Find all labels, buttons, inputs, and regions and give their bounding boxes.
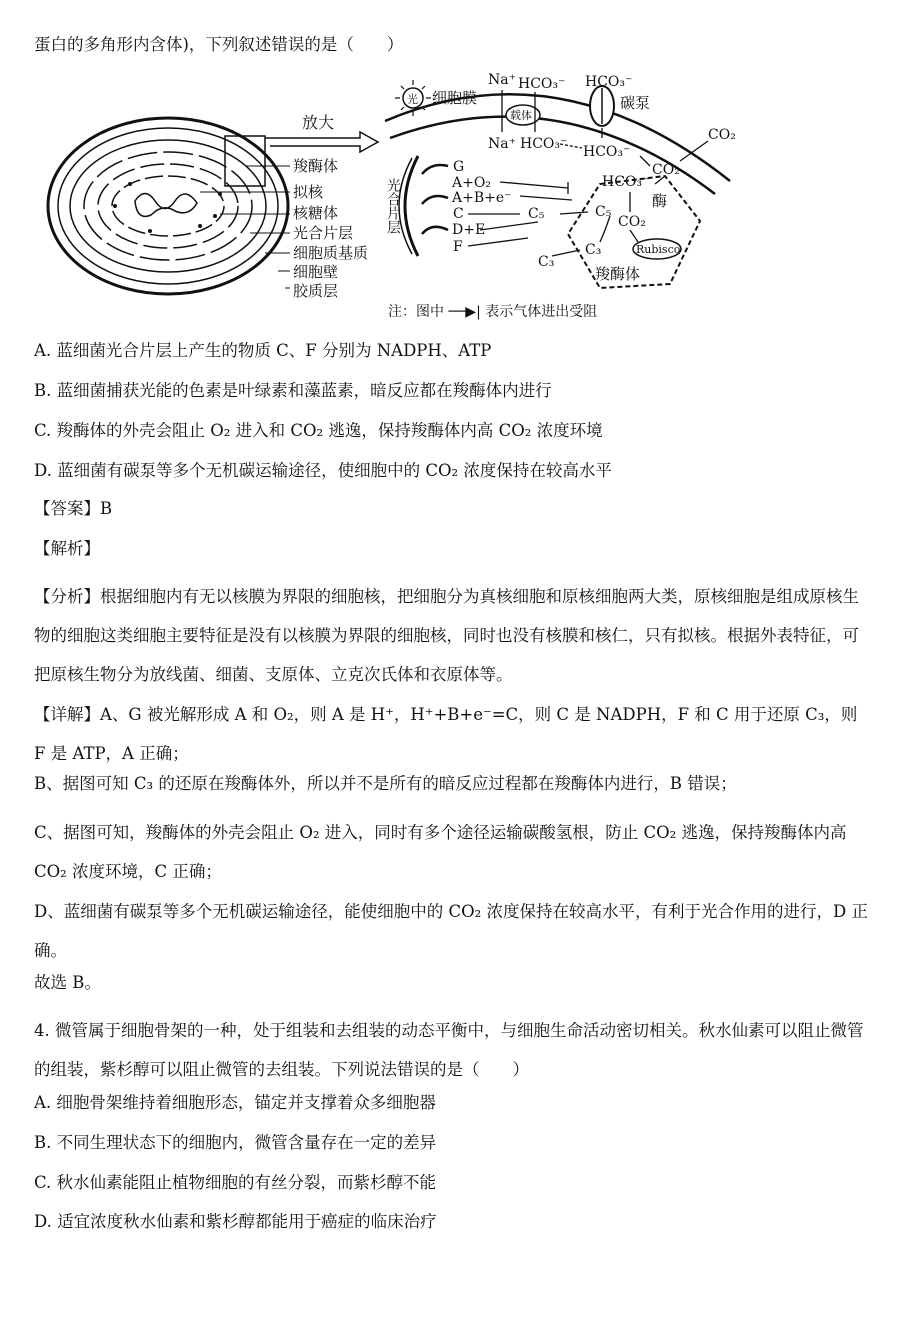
cell-membrane-inner [390,117,715,194]
q4-option-c: C. 秋水仙素能阻止植物细胞的有丝分裂，而紫杉醇不能 [34,1173,437,1192]
q4-stem: 4. 微管属于细胞骨架的一种，处于组装和去组装的动态平衡中，与细胞生命活动密切相关。秋水仙素可以阻止微管的组装，紫杉醇可以阻止微管的去组装。下列说法错误的是（ ） [34,1021,864,1079]
hco3-top2-label: HCO₃⁻ [585,74,633,90]
c3-inside-label: C₃ [585,242,602,258]
analysis-title: 【解析】 [34,539,100,558]
answer-line: 【答案】B [34,499,113,518]
conclusion: 故选 B。 [34,973,101,992]
question-stem-tail: 蛋白的多角形内含体)，下列叙述错误的是（ ） [34,35,404,54]
product-c: C [453,206,464,222]
co2-out-label: CO₂ [708,127,736,143]
detail-b: B、据图可知 C₃ 的还原在羧酶体外，所以并不是所有的暗反应过程都在羧酶体内进行，B 错误； [34,774,737,793]
product-a-b-e: A+B+e⁻ [452,190,512,206]
q4-option-d: D. 适宜浓度秋水仙素和紫杉醇都能用于癌症的临床治疗 [34,1212,437,1231]
na-bottom-label: Na⁺ [488,136,516,152]
label-glycocalyx: 胶质层 [293,282,339,300]
enlarge-arrow [265,132,378,152]
membrane-label: 细胞膜 [432,89,478,107]
cyanobacteria-diagram [40,66,740,324]
c5-outside-label: C₅ [528,206,545,222]
label-nucleoid: 拟核 [293,183,324,201]
enlarge-box [225,136,265,186]
label-cytoplasm: 细胞质基质 [293,244,369,262]
product-f: F [453,239,463,255]
thylakoid-membrane [405,156,418,256]
product-a-o2: A+O₂ [452,175,491,191]
detail-c: C、据图可知，羧酶体的外壳会阻止 O₂ 进入，同时有多个途径运输碳酸氢根，防止 CO₂ 逃逸，保持羧酶体内高 CO₂ 浓度环境，C 正确； [34,823,847,881]
enlarge-label: 放大 [302,113,335,132]
q3-option-b: B. 蓝细菌捕获光能的色素是叶绿素和藻蓝素，暗反应都在羧酶体内进行 [34,381,552,400]
product-d-e: D+E [452,222,486,238]
q3-option-d: D. 蓝细菌有碳泵等多个无机碳运输途径，使细胞中的 CO₂ 浓度保持在较高水平 [34,461,612,480]
rubisco-label: Rubisco [636,243,681,256]
detail-d: D、蓝细菌有碳泵等多个无机碳运输途径，能使细胞中的 CO₂ 浓度保持在较高水平，有利于光合作用的进行，D 正确。 [34,902,868,960]
hco3-in-label: HCO₃⁻ [583,144,631,160]
enzyme-label: 酶 [652,192,668,210]
carboxysome-label: 羧酶体 [595,265,641,283]
co2-carbox-label: CO₂ [618,214,646,230]
carrier-label: 载体 [510,109,532,122]
label-ribosome: 核糖体 [293,204,339,222]
c3-outside-label: C₃ [538,254,555,270]
thylakoid-label: 光合片层 [385,178,401,234]
na-top-label: Na⁺ [488,72,516,88]
product-g: G [453,159,465,175]
carbon-pump-label: 碳泵 [620,94,651,112]
analysis-paragraph: 【分析】根据细胞内有无以核膜为界限的细胞核，把细胞分为真核细胞和原核细胞两大类，原核细胞是组成原核生物的细胞这类细胞主要特征是没有以核膜为界限的细胞核，同时也没有核膜和核仁，只有拟核。根据外表特征，可把原核生物分为放线菌、细菌、支原体、立克次氏体和衣原体等。 [34,587,859,684]
hco3-top1-label: HCO₃⁻ [518,76,566,92]
c5-inside-label: C₅ [595,204,612,220]
detail-a: 【详解】A、G 被光解形成 A 和 O₂，则 A 是 H⁺，H⁺+B+e⁻=C，则 C 是 NADPH，F 和 C 用于还原 C₃，则 F 是 ATP，A 正确； [34,705,858,763]
label-carboxysome-left: 羧酶体 [293,157,339,175]
hco3-mid-label: HCO₃⁻ [520,136,568,152]
hco3-carbox-label: HCO₃⁻ [602,174,650,190]
q4-option-b: B. 不同生理状态下的细胞内，微管含量存在一定的差异 [34,1133,437,1152]
diagram-note: 注：图中 ──▶| 表示气体进出受阻 [388,304,598,320]
q4-option-a: A. 细胞骨架维持着细胞形态，锚定并支撑着众多细胞器 [34,1093,436,1112]
light-label: 光 [407,93,418,106]
nucleoid-shape [135,194,197,217]
co2-in-label: CO₂ [652,162,680,178]
label-cell-wall: 细胞壁 [293,263,339,281]
label-thylakoid: 光合片层 [293,224,354,242]
q3-option-c: C. 羧酶体的外壳会阻止 O₂ 进入和 CO₂ 逃逸，保持羧酶体内高 CO₂ 浓度环境 [34,421,603,440]
q3-option-a: A. 蓝细菌光合片层上产生的物质 C、F 分别为 NADPH、ATP [34,341,492,360]
